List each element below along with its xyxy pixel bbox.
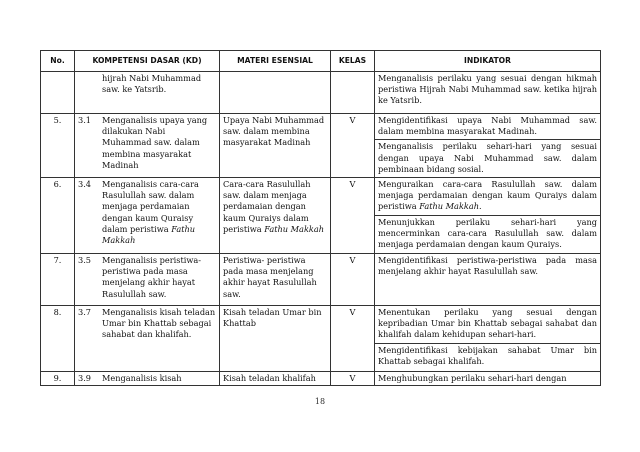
kd-text: Menganalisis kisah (102, 373, 182, 383)
kd-number: 3.5 (78, 255, 92, 265)
indikator-item (378, 179, 597, 213)
indikator-item: Menghubungkan perilaku sehari-hari dengan (378, 373, 567, 383)
header-no: No. (41, 51, 75, 72)
kd-text: Menganalisis kisah teladan Umar bin Khattab sebagai sahabat dan khalifah. (102, 307, 216, 340)
row-no: 8. (41, 306, 75, 372)
header-indikator: INDIKATOR (375, 51, 601, 72)
kelas-cell: V (331, 254, 375, 306)
materi-text-italic: Fathu Makkah (264, 223, 325, 234)
kd-table (40, 50, 601, 386)
indikator-cell (375, 306, 601, 372)
table-header-row (41, 51, 601, 72)
header-materi-esensial: MATERI ESENSIAL (220, 51, 331, 72)
indikator-text-italic: Fathu Makkah. (419, 201, 482, 212)
kd-number: 3.1 (78, 115, 92, 125)
row-no: 7. (41, 254, 75, 306)
kd-number: 3.7 (78, 307, 92, 317)
indikator-item: Mengidentifikasi upaya Nabi Muhammad saw. dalam membina masyarakat Madinah. (378, 115, 597, 137)
indikator-cell (375, 372, 601, 386)
kd-text: Menganalisis cara-cara Rasulullah saw. dalam menjaga perdamaian dengan kaum Quraisy dalam peristiwa (102, 179, 199, 234)
indikator-text: Menguraikan cara-cara Rasulullah saw. dalam menjaga perdamaian dengan kaum Quraiys dalam peristiwa (378, 179, 597, 212)
row-no (41, 72, 75, 114)
materi-cell: Upaya Nabi Muhammad saw. dalam membina masyarakat Madinah (220, 114, 331, 178)
indikator-item: Mengidentifikasi kebijakan sahabat Umar bin Khattab sebagai khalifah. (375, 343, 600, 367)
kd-text: Menganalisis peristiwa-peristiwa pada masa menjelang akhir hayat Rasulullah saw. (102, 255, 202, 299)
kd-cell (75, 254, 220, 306)
kelas-cell: V (331, 306, 375, 372)
table-row (41, 114, 601, 178)
table-row (41, 306, 601, 372)
table-row (41, 254, 601, 306)
kd-text: Menganalisis upaya yang dilakukan Nabi Muhammad saw. dalam membina masyarakat Madinah (102, 115, 208, 170)
kelas-cell: V (331, 178, 375, 254)
kd-cell (75, 178, 220, 254)
kd-cell (75, 306, 220, 372)
table-row (41, 178, 601, 254)
table-row (41, 372, 601, 386)
materi-cell: Kisah teladan khalifah (220, 372, 331, 386)
indikator-item: Menunjukkan perilaku sehari-hari yang mencerminkan cara-cara Rasulullah saw. dalam menjaga perdamaian dengan kaum Quraiys. (375, 215, 600, 251)
indikator-cell (375, 72, 601, 114)
kd-cell (75, 372, 220, 386)
materi-cell (220, 72, 331, 114)
header-kompetensi-dasar: KOMPETENSI DASAR (KD) (75, 51, 220, 72)
kelas-cell: V (331, 114, 375, 178)
materi-text: Cara-cara Rasulullah saw. dalam menjaga perdamaian dengan kaum Quraiys dalam peristiwa (223, 179, 311, 234)
header-kelas: KELAS (331, 51, 375, 72)
indikator-cell (375, 114, 601, 178)
indikator-item: Menganalisis perilaku yang sesuai dengan hikmah peristiwa Hijrah Nabi Muhammad saw. ketika hijrah ke Yatsrib. (378, 73, 597, 106)
kd-text-italic: Fathu Makkah (102, 223, 196, 246)
kd-number (78, 73, 102, 95)
row-no: 6. (41, 178, 75, 254)
kd-number: 3.9 (78, 373, 92, 383)
indikator-item: Mengidentifikasi peristiwa-peristiwa pada masa menjelang akhir hayat Rasulullah saw. (378, 255, 597, 277)
kd-cell (75, 72, 220, 114)
kd-number: 3.4 (78, 179, 92, 189)
materi-cell (220, 178, 331, 254)
kd-text: hijrah Nabi Muhammad saw. ke Yatsrib. (102, 73, 202, 95)
indikator-cell (375, 254, 601, 306)
materi-cell: Kisah teladan Umar bin Khattab (220, 306, 331, 372)
kelas-cell: V (331, 372, 375, 386)
row-no: 5. (41, 114, 75, 178)
indikator-cell (375, 178, 601, 254)
materi-cell: Peristiwa- peristiwa pada masa menjelang akhir hayat Rasulullah saw. (220, 254, 331, 306)
table-row (41, 72, 601, 114)
kelas-cell (331, 72, 375, 114)
indikator-item: Menentukan perilaku yang sesuai dengan kepribadian Umar bin Khattab sebagai sahabat dan khalifah dalam kehidupan sehari-hari. (378, 307, 597, 340)
kd-cell (75, 114, 220, 178)
indikator-item: Menganalisis perilaku sehari-hari yang sesuai dengan upaya Nabi Muhammad saw. dalam pembinaan bidang sosial. (375, 139, 600, 175)
row-no: 9. (41, 372, 75, 386)
page-number: 18 (314, 397, 326, 406)
